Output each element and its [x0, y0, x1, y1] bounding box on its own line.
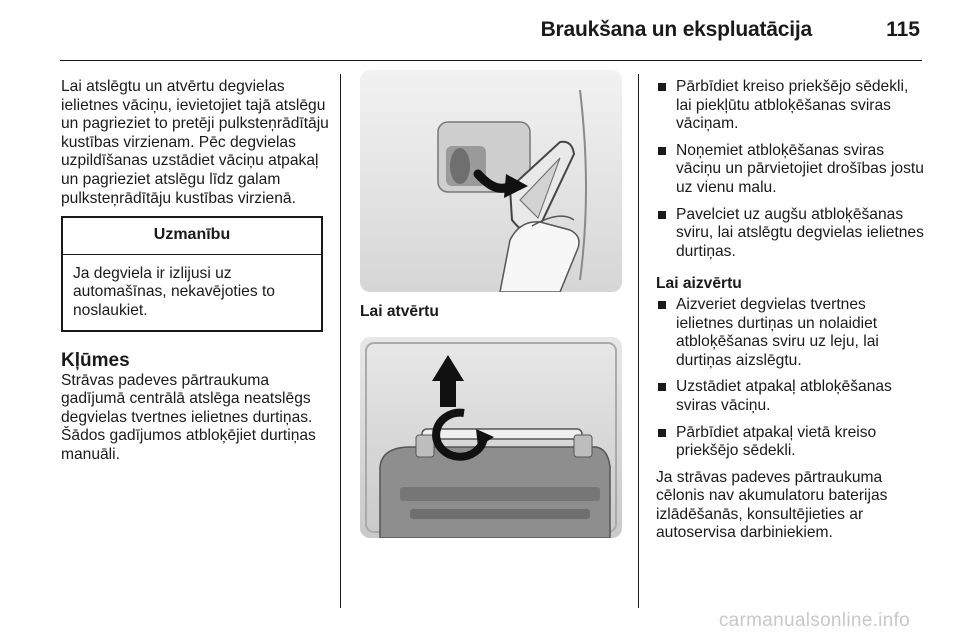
list-item: Uzstādiet atpakaļ atbloķēšanas sviras vāciņu. — [656, 378, 926, 415]
caution-notice — [61, 216, 323, 331]
square-bullet-icon — [658, 147, 666, 155]
list-item: Aizveriet degvielas tvertnes ielietnes durtiņas un nolaidiet atbloķēšanas sviru uz leju, lai durtiņas aizslēgtu. — [656, 296, 926, 370]
open-steps-list — [656, 78, 926, 261]
caution-notice-body: Ja degviela ir izlijusi uz automašīnas, nekavējoties to noslaukiet. — [73, 264, 275, 319]
release-lever-illustration — [360, 337, 622, 538]
list-item: Pārbīdiet atpakaļ vietā kreiso priekšējo sēdekli. — [656, 424, 926, 461]
list-item: Pavelciet uz augšu atbloķēšanas sviru, lai atslēgtu degvielas ielietnes durtiņas. — [656, 206, 926, 262]
intro-paragraph: Lai atslēgtu un atvērtu degvielas ielietnes vāciņu, ievietojiet tajā atslēgu un pagrieziet to pretēji pulksteņrādītāju kustības virzienam. Pēc degvielas uzpildīšanas uzstādiet vāciņu atpakaļ un pagrieziet atslēgu līdz galam pulksteņrādītāju kustības virzienā. — [61, 78, 329, 207]
page-number: 115 — [886, 18, 920, 41]
close-steps-list — [656, 296, 926, 461]
section-faults-body: Strāvas padeves pārtraukuma gadījumā centrālā atslēga neatslēgs degvielas tvertnes ielietnes durtiņas. Šādos gadījumos atbloķējiet durtiņas manuāli. — [61, 371, 316, 463]
figure-caption-open: Lai atvērtu — [360, 303, 439, 320]
square-bullet-icon — [658, 383, 666, 391]
column-1 — [61, 78, 329, 465]
list-item: Noņemiet atbloķēšanas sviras vāciņu un pārvietojiet drošības jostu uz vienu malu. — [656, 142, 926, 198]
closing-paragraph: Ja strāvas padeves pārtraukuma cēlonis nav akumulatoru baterijas izlādēšanās, konsultējieties ar autoservisa darbiniekiem. — [656, 468, 888, 542]
section-heading-faults: Kļūmes — [61, 349, 130, 371]
column-divider-right — [638, 74, 639, 608]
list-item: Pārbīdiet kreiso priekšējo sēdekli, lai piekļūtu atbloķēšanas sviras vāciņam. — [656, 78, 926, 134]
square-bullet-icon — [658, 429, 666, 437]
column-3 — [656, 78, 926, 543]
page-header-title: Braukšana un ekspluatācija — [540, 18, 812, 41]
square-bullet-icon — [658, 211, 666, 219]
square-bullet-icon — [658, 301, 666, 309]
watermark: carmanualsonline.info — [718, 610, 910, 631]
header-rule — [60, 60, 922, 61]
fuel-door-illustration — [360, 70, 622, 292]
caution-notice-title: Uzmanību — [63, 218, 321, 255]
close-heading: Lai aizvērtu — [656, 275, 742, 293]
column-divider-left — [340, 74, 341, 608]
square-bullet-icon — [658, 83, 666, 91]
column-2 — [360, 70, 622, 538]
